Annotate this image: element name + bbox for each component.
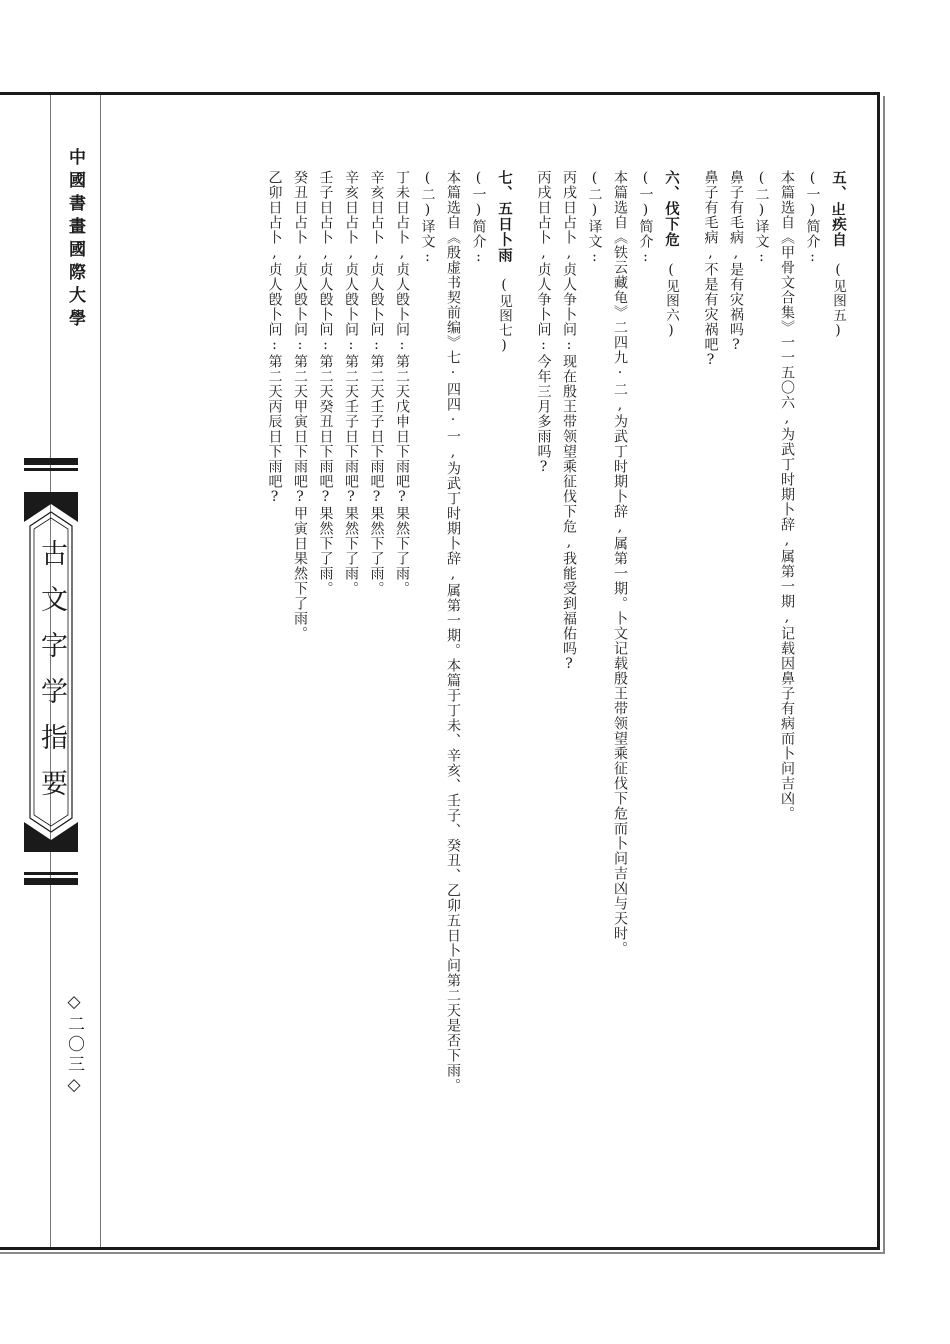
text-line: 辛亥日占卜,贞人𣪘卜问:第二天壬子日下雨吧?果然下了雨。: [368, 170, 385, 596]
text-line: 壬子日占卜,贞人𣪘卜问:第二天癸丑日下雨吧?果然下了雨。: [317, 170, 334, 596]
banner-bottom-thin-bar: [24, 872, 78, 875]
text-line: 丁未日占卜,贞人𣪘卜问:第二天戊申日下雨吧?果然下了雨。: [394, 170, 410, 596]
text-line: (一)简介:: [804, 170, 821, 266]
section-title: 五、𡳿疾自: [830, 170, 846, 248]
section-title: 六、伐下危: [663, 170, 679, 248]
text-line: (一)简介:: [637, 170, 654, 266]
sidebar-rule-right: [100, 95, 101, 1247]
main-text: [150, 170, 850, 1170]
text-line: (二)译文:: [753, 170, 770, 266]
text-line: 丙戌日占卜,贞人争卜问:现在殷王带领望乘征伐下危,我能受到福佑吗?: [561, 170, 577, 673]
text-line: 鼻子有毛病,是有灾祸吗?: [728, 170, 744, 354]
text-line: 本篇选自《铁云藏龟》二四九·二,为武丁时期卜辞,属第一期。卜文记载殷王带领望乘征伐下危而卜问吉凶与天时。: [612, 170, 628, 956]
text-line: (二)译文:: [586, 170, 603, 266]
text-line: (一)简介:: [470, 170, 487, 266]
text-line: 本篇选自《甲骨文合集》一一五〇六,为武丁时期卜辞,属第一期,记载因鼻子有病而卜问吉凶。: [779, 170, 795, 821]
text-line: 乙卯日占卜,贞人𣪘卜问:第二天丙辰日下雨吧?: [266, 170, 283, 506]
text-line: (二)译文:: [419, 170, 436, 266]
text-line: 鼻子有毛病,不是有灾祸吧?: [702, 170, 719, 369]
page-number: ◇二〇三◇: [64, 992, 84, 1098]
banner-bottom-bar: [24, 878, 78, 885]
text-line: 丙戌日占卜,贞人争卜问:今年三月多雨吗?: [535, 170, 552, 476]
book-title: 古文字学指要: [36, 539, 67, 815]
banner-top-bar: [24, 458, 78, 465]
book-title-banner: [24, 492, 78, 852]
section-heading: [825, 170, 851, 1170]
university-name: 中國書畫國際大學: [65, 148, 85, 332]
text-line: 辛亥日占卜,贞人𣪘卜问:第二天壬子日下雨吧?果然下了雨。: [343, 170, 359, 596]
text-line: 癸丑日占卜,贞人𣪘卜问:第二天甲寅日下雨吧?甲寅日果然下了雨。: [292, 170, 308, 641]
section-heading: [491, 170, 517, 1170]
figure-reference: (见图六): [663, 261, 679, 339]
figure-reference: (见图五): [830, 261, 846, 339]
section-title: 七、五日卜雨: [496, 170, 512, 263]
text-line: 本篇选自《殷虚书契前编》七·四四·一,为武丁时期卜辞,属第一期。本篇于丁未、辛亥、壬子、癸丑、乙卯五日卜问第二天是否下雨。: [445, 170, 461, 1093]
banner-top-thin-bar: [24, 468, 78, 471]
section-heading: [658, 170, 684, 1170]
figure-reference: (见图七): [496, 277, 512, 355]
